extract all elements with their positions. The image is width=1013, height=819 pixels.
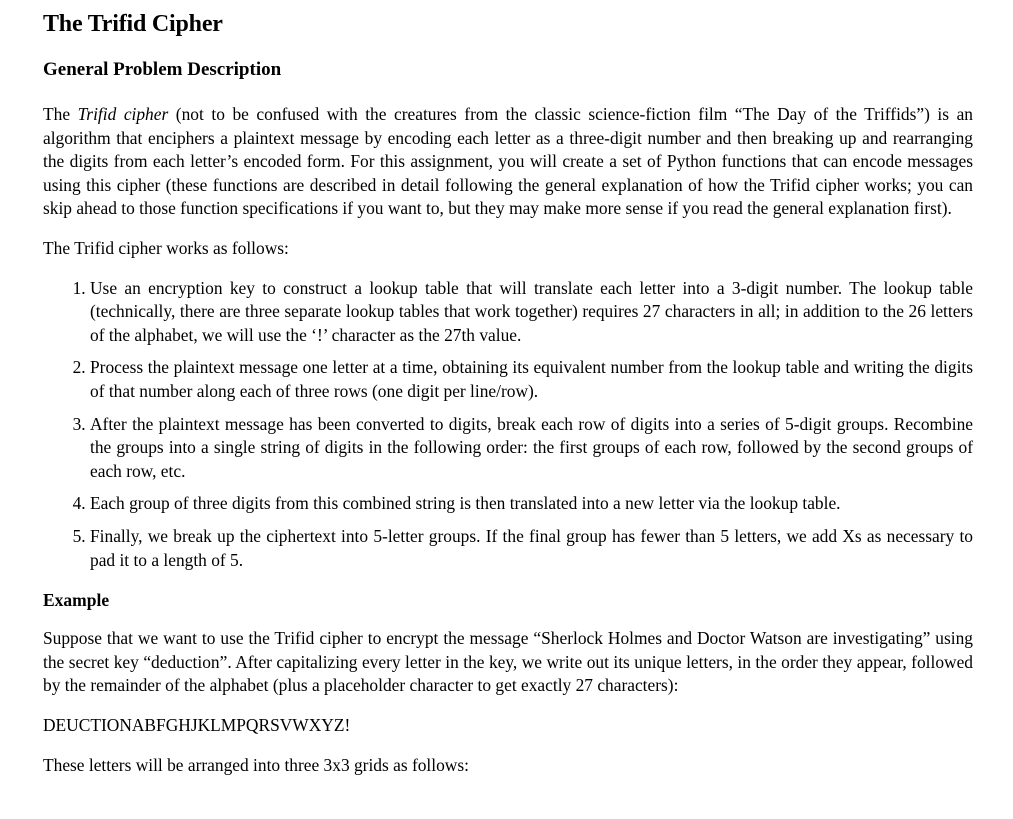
intro-text-rest: (not to be confused with the creatures from the classic science-fiction film “The Day of the Triffids”) is an algorithm that enciphers a plaintext message by encoding each letter as a three-digit number and then breaking up and rearranging the digits from each letter’s encoded form. For this assignment, you will create a set of Python functions that can encode messages using this cipher (these functions are described in detail following the general explanation of how the Trifid cipher works; you can skip ahead to those function specifications if you want to, but they may make more sense if you read the general explanation first). [43, 104, 973, 219]
intro-text-start: The [43, 104, 78, 124]
grids-intro: These letters will be arranged into three 3x3 grids as follows: [43, 755, 469, 776]
step-item: 5. Finally, we break up the ciphertext into 5-letter groups. If the final group has fewer than 5 letters, we add Xs as necessary to pad it to a length of 5. [90, 525, 973, 572]
step-item: 1. Use an encryption key to construct a lookup table that will translate each letter into a 3-digit number. The lookup table (technically, there are three separate lookup tables that work together) requires 27 characters in all; in addition to the 26 letters of the alphabet, we will use the ‘!’ character as the 27th value. [90, 277, 973, 348]
document-page [43, 8, 973, 794]
intro-paragraph [43, 103, 973, 221]
steps-list [43, 277, 973, 573]
step-item: 2. Process the plaintext message one letter at a time, obtaining its equivalent number from the lookup table and writing the digits of that number along each of three rows (one digit per line/row). [90, 356, 973, 403]
works-as-follows: The Trifid cipher works as follows: [43, 237, 289, 258]
step-item: 3. After the plaintext message has been converted to digits, break each row of digits into a series of 5-digit groups. Recombine the groups into a single string of digits in the following order: the first groups of each row, followed by the second groups of each row, etc. [90, 413, 973, 484]
section-heading-example: Example [43, 590, 110, 611]
key-alphabet: DEUCTIONABFGHJKLMPQRSVWXYZ! [43, 714, 351, 735]
step-item: 4. Each group of three digits from this combined string is then translated into a new letter via the lookup table. [90, 492, 973, 516]
section-heading-general: General Problem Description [43, 59, 282, 80]
page-title: The Trifid Cipher [43, 11, 223, 37]
intro-italic-term: Trifid cipher [77, 104, 169, 124]
example-paragraph: Suppose that we want to use the Trifid cipher to encrypt the message “Sherlock Holmes and Doctor Watson are investigating” using the secret key “deduction”. After capitalizing every letter in the key, we write out its unique letters, in the order they appear, followed by the remainder of the alphabet (plus a placeholder character to get exactly 27 characters): [43, 628, 973, 696]
